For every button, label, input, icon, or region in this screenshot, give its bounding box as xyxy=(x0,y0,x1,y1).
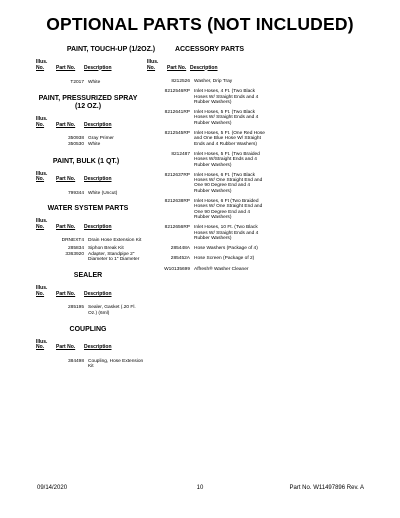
table-row: 8212641RP Inlet Hoses, 5 Ft. (Two Black Hoses W/ Straight Ends and 4 Rubber Washers) xyxy=(164,110,259,126)
section-title-sealer: SEALER xyxy=(73,272,103,280)
section-title-water-system: WATER SYSTEM PARTS xyxy=(47,205,129,213)
page-title: OPTIONAL PARTS (NOT INCLUDED) xyxy=(46,14,354,34)
table-row: 350938 Gray Primer xyxy=(67,136,114,142)
table-row: 8212545RP Inlet Hoses, 5 Ft. (One Red Hose and One Blue Hose W/ Straight Ends and 4 Rubber Washers) xyxy=(164,131,265,147)
parts-list xyxy=(147,79,267,272)
table-header: Illus. No. Part No. Description xyxy=(36,338,112,351)
parts-list xyxy=(36,238,146,262)
table-row: 3363920 Adapter, Standpipe 2" Diameter to 1" Diameter xyxy=(65,251,140,263)
table-row: DRNEXT4 Drain Hose Extension Kit xyxy=(61,238,142,244)
table-row: 8212656RP Inlet Hoses, 10 Ft. (Two Black Hoses W/ Straight Ends and 4 Rubber Washers) xyxy=(164,225,259,241)
section-title-paint-spray: PAINT, PRESSURIZED SPRAY (12 OZ.) xyxy=(38,95,138,111)
table-row: T2017 White xyxy=(70,80,101,85)
table-header: Illus. No. Part No. Description xyxy=(36,285,112,297)
table-row: 8212487 Inlet Hoses, 5 Ft. (Two Braided Hoses W/Straight Ends and 4 Rubber Washers) xyxy=(171,151,260,168)
section-title-paint-bulk: PAINT, BULK (1 QT.) xyxy=(52,157,120,165)
section-title-paint-touchup: PAINT, TOUCH-UP (1/2OZ.) xyxy=(66,46,156,53)
table-header: Illus. No. Part No. Description xyxy=(36,170,112,183)
right-column xyxy=(147,46,267,272)
table-row: 8212526 Washer, Drip Tray xyxy=(171,79,233,84)
table-row: 8212637RP Inlet Hoses, 6 Ft. (Two Black Hoses W/ One Straight End and One 90 Degree End and 4 Rubber Washers) xyxy=(164,172,263,194)
table-row: 285452A Hose Screen (Package of 2) xyxy=(170,256,255,262)
table-row: 350530 White xyxy=(67,141,101,147)
table-header: Illus. No. Part No. Description xyxy=(36,116,112,128)
parts-list xyxy=(36,305,146,316)
footer-date: 09/14/2020 xyxy=(37,485,68,491)
table-row: 285834 Siphon Break Kit xyxy=(67,246,124,252)
table-row: 384498 Coupling, Hose Extension Kit xyxy=(67,358,144,370)
table-row: W10135699 Affresh® Washer Cleaner xyxy=(164,266,249,272)
section-title-accessory: ACCESSORY PARTS xyxy=(174,46,245,53)
parts-list xyxy=(36,359,146,370)
table-row: 8212546RP Inlet Hoses, 4 Ft. (Two Black Hoses W/ Straight Ends and 4 Rubber Washers) xyxy=(164,89,259,105)
table-row: 285195 Sealer, Gasket (.20 Fl. Oz.) (6ml) xyxy=(67,305,136,316)
table-row: 8212638RP Inlet Hoses, 6 Ft (Two Braided Hoses W/ One Straight End and One 90 Degree End and 4 Rubber Washers) xyxy=(164,199,263,220)
table-header: Illus. No. Part No. Description xyxy=(36,218,112,230)
section-title-coupling: COUPLING xyxy=(69,325,107,333)
table-header: Illus. No. Part No. Description xyxy=(147,59,218,71)
table-row: 285448A Hose Washers (Package of 4) xyxy=(170,246,258,252)
table-header: Illus. No. Part No. Description xyxy=(36,59,112,71)
page-number: 10 xyxy=(196,485,204,491)
document-part-number: Part No. W11497896 Rev. A xyxy=(289,485,364,491)
table-row: 799344 White (Uncut) xyxy=(67,190,118,196)
